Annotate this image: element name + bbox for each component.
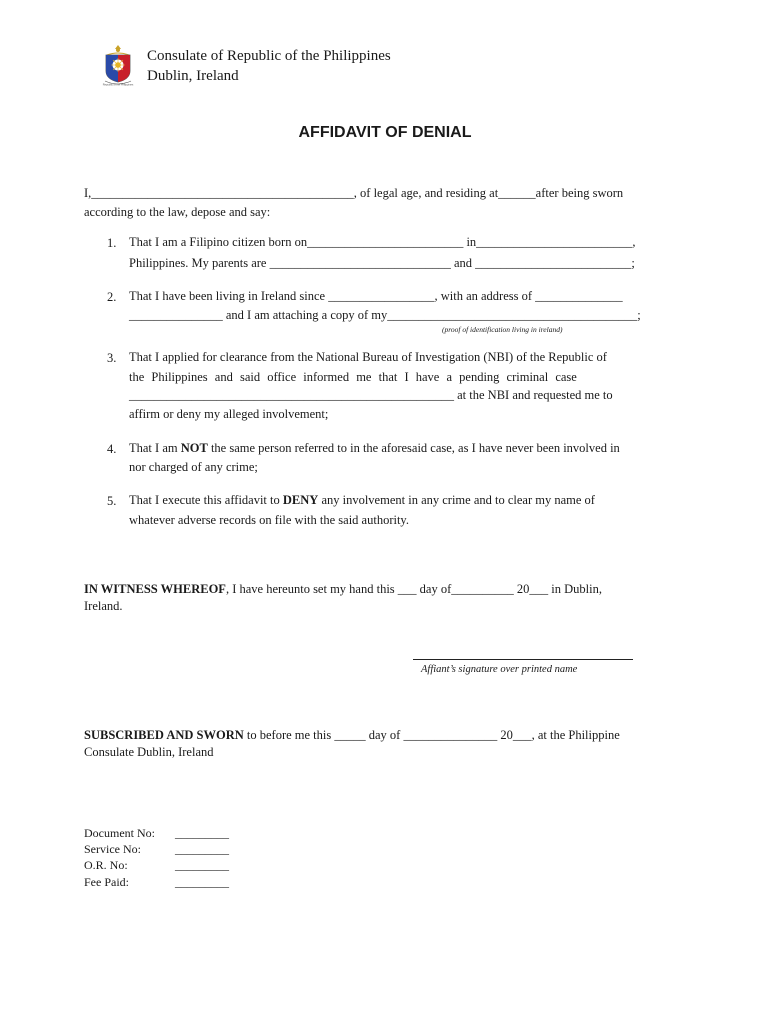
philippine-seal-logo bbox=[101, 43, 135, 87]
item-2-line-2: _______________ and I am attaching a copy of my________________________________________; bbox=[129, 308, 641, 322]
intro-line-1: I,__________________________________________, of legal age, and residing at______after being sworn bbox=[84, 186, 624, 200]
footer-label-service-no: Service No: bbox=[84, 842, 141, 856]
item-number: 5. bbox=[107, 494, 117, 508]
witness-line-2: Ireland. bbox=[84, 599, 123, 613]
item-number: 3. bbox=[107, 351, 117, 365]
item-2-note: (proof of identification living in ireland) bbox=[442, 325, 563, 334]
seal-lettering: Republic of the Philippines bbox=[102, 83, 134, 87]
witness-line-1: IN WITNESS WHEREOF, I have hereunto set my hand this ___ day of__________ 20___ in Dublin, bbox=[84, 582, 602, 596]
item-3-line-3: ____________________________________________________ at the NBI and requested me to bbox=[129, 388, 613, 402]
item-4-line-2: nor charged of any crime; bbox=[129, 460, 258, 474]
consulate-location: Dublin, Ireland bbox=[147, 68, 239, 84]
item-1-line-2: Philippines. My parents are _____________________________ and _________________________; bbox=[129, 256, 635, 270]
item-2-line-1: That I have been living in Ireland since _________________, with an address of ______________ bbox=[129, 289, 623, 303]
item-number: 4. bbox=[107, 442, 117, 456]
item-1-line-1: That I am a Filipino citizen born on_________________________ in_________________________, bbox=[129, 235, 636, 249]
signature-line bbox=[413, 659, 633, 660]
item-3-line-4: affirm or deny my alleged involvement; bbox=[129, 407, 329, 421]
item-5-line-2: whatever adverse records on file with the said authority. bbox=[129, 513, 409, 527]
footer-value-or-no: _________ bbox=[175, 858, 229, 872]
footer-value-document-no: _________ bbox=[175, 826, 229, 840]
footer-value-fee-paid: _________ bbox=[175, 875, 229, 889]
consulate-name: Consulate of Republic of the Philippines bbox=[147, 48, 391, 64]
item-3-line-1: That I applied for clearance from the National Bureau of Investigation (NBI) of the Republic of bbox=[129, 350, 607, 364]
footer-value-service-no: _________ bbox=[175, 842, 229, 856]
footer-label-or-no: O.R. No: bbox=[84, 858, 128, 872]
signature-caption: Affiant’s signature over printed name bbox=[421, 664, 578, 675]
footer-label-document-no: Document No: bbox=[84, 826, 155, 840]
document-title: AFFIDAVIT OF DENIAL bbox=[298, 124, 472, 141]
emphasis-deny: DENY bbox=[282, 493, 319, 507]
item-3-line-2: the Philippines and said office informed me that I have a pending criminal case bbox=[129, 370, 577, 384]
emphasis-not: NOT bbox=[180, 441, 208, 455]
item-number: 1. bbox=[107, 236, 117, 250]
item-5-line-1: That I execute this affidavit to DENY any involvement in any crime and to clear my name of bbox=[129, 493, 595, 507]
sworn-line-1: SUBSCRIBED AND SWORN to before me this _____ day of _______________ 20___, at the Philippine bbox=[84, 728, 620, 742]
footer-label-fee-paid: Fee Paid: bbox=[84, 875, 129, 889]
item-4-line-1: That I am NOT the same person referred to in the aforesaid case, as I have never been involved in bbox=[129, 441, 620, 455]
item-number: 2. bbox=[107, 290, 117, 304]
intro-line-2: according to the law, depose and say: bbox=[84, 205, 271, 219]
sworn-line-2: Consulate Dublin, Ireland bbox=[84, 745, 214, 759]
